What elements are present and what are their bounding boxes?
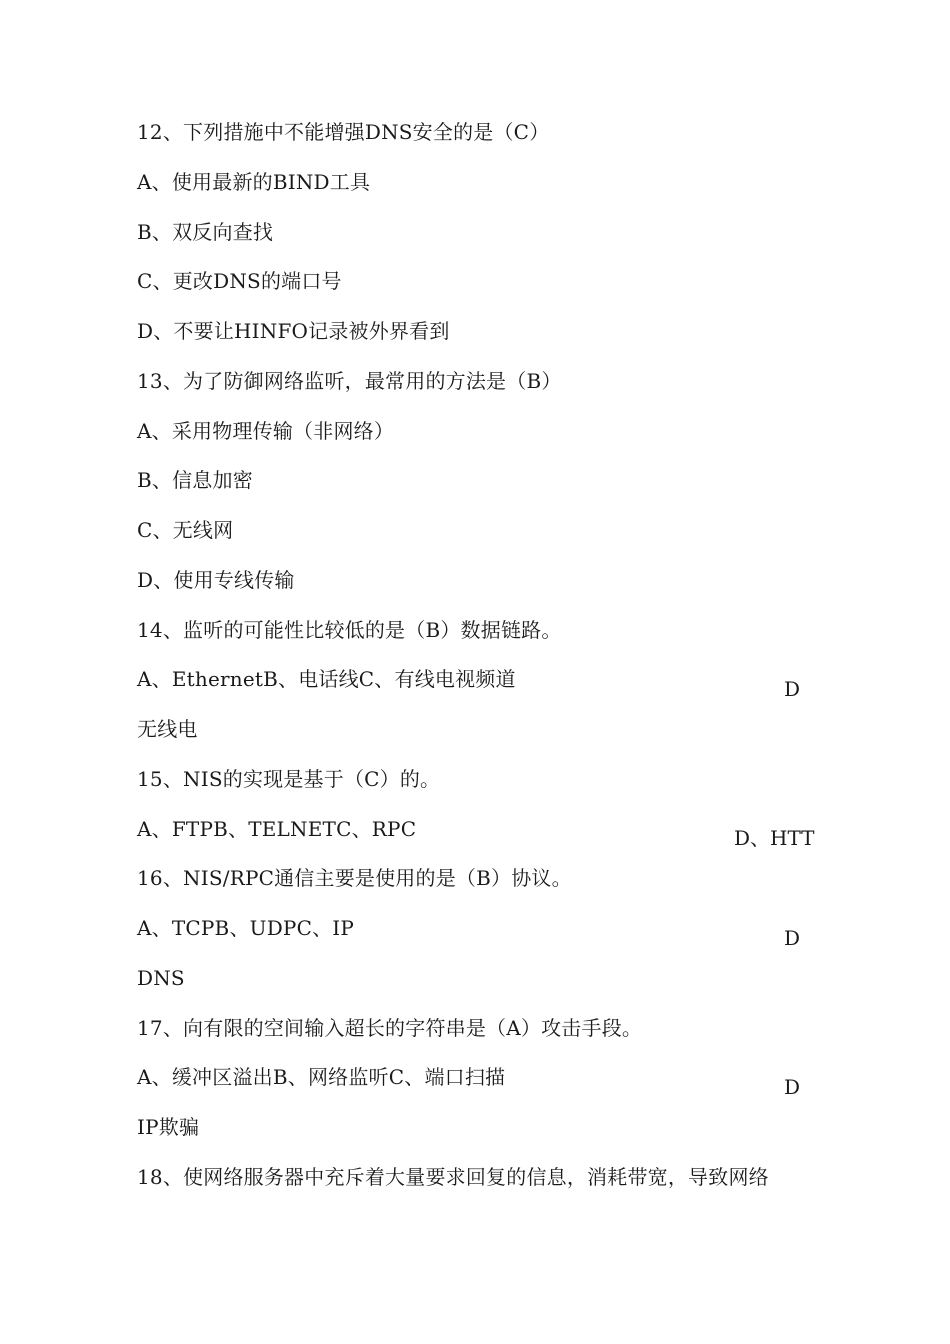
options-15-abc: A、FTPB、TELNETC、RPC — [137, 817, 417, 841]
question-14: 14、监听的可能性比较低的是（B）数据链路。 — [137, 618, 562, 642]
options-17-abc: A、缓冲区溢出B、网络监听C、端口扫描 — [137, 1065, 506, 1089]
option-13-d: D、使用专线传输 — [137, 568, 295, 592]
question-17: 17、向有限的空间输入超长的字符串是（A）攻击手段。 — [137, 1016, 643, 1040]
option-12-a: A、使用最新的BIND工具 — [137, 170, 371, 194]
question-15: 15、NIS的实现是基于（C）的。 — [137, 767, 441, 791]
option-13-a: A、采用物理传输（非网络） — [137, 419, 395, 443]
option-17-d-text: IP欺骗 — [137, 1115, 200, 1139]
question-13: 13、为了防御网络监听，最常用的方法是（B） — [137, 369, 562, 393]
option-16-d-letter: D — [784, 926, 801, 950]
option-14-d-letter: D — [784, 677, 801, 701]
option-14-d-text: 无线电 — [137, 717, 198, 741]
question-18: 18、使网络服务器中充斥着大量要求回复的信息，消耗带宽，导致网络 — [137, 1165, 769, 1189]
option-12-d: D、不要让HINFO记录被外界看到 — [137, 319, 450, 343]
option-13-c: C、无线网 — [137, 518, 234, 542]
option-15-d: D、HTT — [734, 826, 815, 850]
question-16: 16、NIS/RPC通信主要是使用的是（B）协议。 — [137, 866, 572, 890]
options-16-abc: A、TCPB、UDPC、IP — [137, 916, 355, 940]
question-12: 12、下列措施中不能增强DNS安全的是（C） — [137, 120, 550, 144]
option-17-d-letter: D — [784, 1075, 801, 1099]
option-12-c: C、更改DNS的端口号 — [137, 269, 342, 293]
options-14-abc: A、EthernetB、电话线C、有线电视频道 — [137, 667, 516, 691]
option-16-d-text: DNS — [137, 966, 185, 990]
option-12-b: B、双反向查找 — [137, 220, 274, 244]
option-13-b: B、信息加密 — [137, 468, 253, 492]
